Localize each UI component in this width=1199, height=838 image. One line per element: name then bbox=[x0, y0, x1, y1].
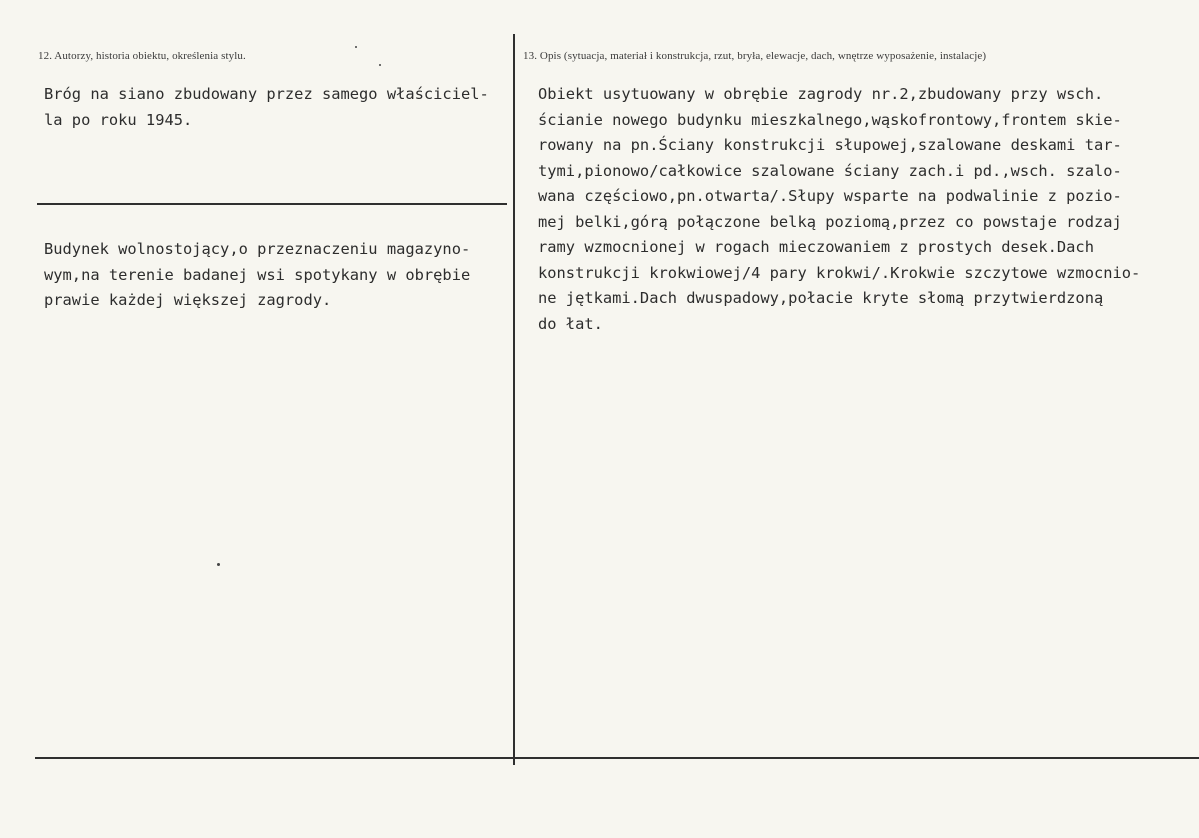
field-13-label: 13. Opis (sytuacja, materiał i konstrukcja, rzut, bryła, elewacje, dach, wnętrze wyposażenie, instalacje) bbox=[523, 50, 987, 62]
section-divider bbox=[37, 203, 507, 205]
ink-speck bbox=[379, 64, 381, 66]
column-divider bbox=[513, 34, 515, 765]
history-text: Bróg na siano zbudowany przez samego właściciel- la po roku 1945. bbox=[44, 85, 489, 129]
ink-speck bbox=[217, 563, 220, 566]
bottom-rule bbox=[35, 757, 1199, 759]
description-text: Obiekt usytuowany w obrębie zagrody nr.2,zbudowany przy wsch. ścianie nowego budynku mieszkalnego,wąskofrontowy,frontem skie- rowany na pn.Ściany konstrukcji słupowej,szalowane deskami tar- tymi,pionowo/całkowice szalowane ściany zach.i pd.,wsch. szalo- wana częściowo,pn.otwarta/.Słupy wsparte na podwalinie z pozio- mej belki,górą połączone belką poziomą,przez co powstaje rodzaj ramy wzmocnionej w rogach mieczowaniem z prostych desek.Dach konstrukcji krokwiowej/4 pary krokwi/.Krokwie szczytowe wzmocnio- ne jętkami.Dach dwuspadowy,połacie kryte słomą przytwierdzoną do łat. bbox=[538, 85, 1141, 333]
field-12-label: 12. Autorzy, historia obiektu, określenia stylu. bbox=[38, 50, 246, 62]
general-text: Budynek wolnostojący,o przeznaczeniu magazyno- wym,na terenie badanej wsi spotykany w obrębie prawie każdej większej zagrody. bbox=[44, 240, 471, 309]
ink-speck bbox=[355, 46, 357, 48]
